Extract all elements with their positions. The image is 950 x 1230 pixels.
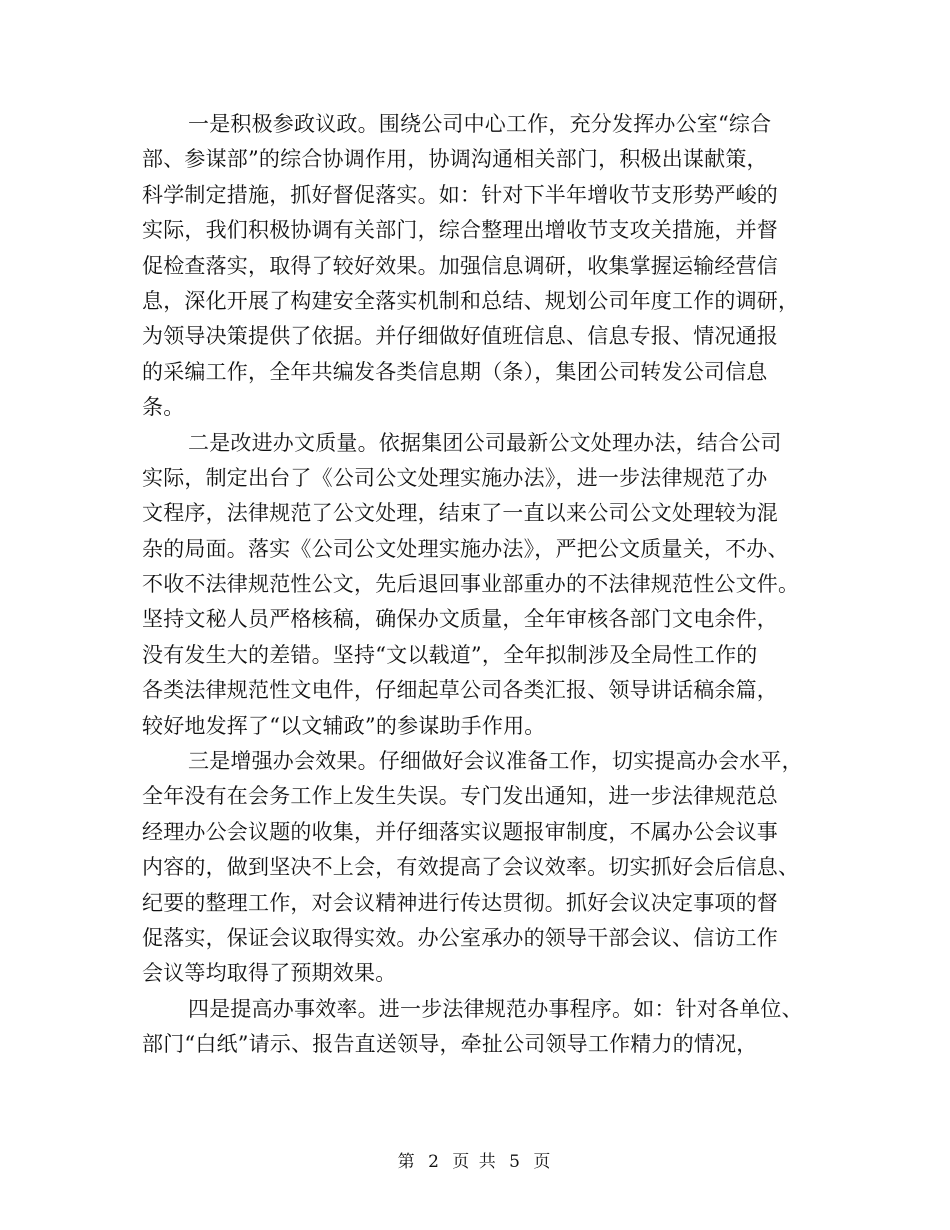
paragraph-line: 较好地发挥了“以文辅政”的参谋助手作用。 [142,713,546,738]
paragraph-line: 促落实，保证会议取得实效。办公室承办的领导干部会议、信访工作 [142,925,778,950]
paragraph-line: 坚持文秘人员严格核稿，确保办文质量，全年审核各部门文电余件， [142,607,778,632]
paragraph-line: 三是增强办会效果。仔细做好会议准备工作，切实提高办会水平， [188,749,803,774]
paragraph-line: 不收不法律规范性公文，先后退回事业部重办的不法律规范性公文件。 [142,572,800,597]
paragraph-line: 二是改进办文质量。依据集团公司最新公文处理办法，结合公司 [188,430,782,455]
paragraph-line: 纪要的整理工作，对会议精神进行传达贯彻。抓好会议决定事项的督 [142,890,778,915]
paragraph-line: 杂的局面。落实《公司公文处理实施办法》，严把公文质量关，不办、 [142,536,789,561]
paragraph-line: 科学制定措施，抓好督促落实。如：针对下半年增收节支形势严峻的 [142,182,778,207]
paragraph-line: 实际，我们积极协调有关部门，综合整理出增收节支攻关措施，并督 [142,218,778,243]
paragraph-line: 的采编工作，全年共编发各类信息期（条），集团公司转发公司信息 [142,359,768,384]
paragraph-line: 一是积极参政议政。围绕公司中心工作，充分发挥办公室“综合 [188,112,772,136]
page-footer [0,1150,950,1174]
paragraph-3 [142,744,807,992]
paragraph-line: 部门“白纸”请示、报告直送领导，牵扯公司领导工作精力的情况， [142,1032,758,1057]
paragraph-line: 会议等均取得了预期效果。 [142,961,397,986]
document-body [142,107,807,1063]
paragraph-line: 经理办公会议题的收集，并仔细落实议题报审制度，不属办公会议事 [142,819,778,844]
paragraph-4 [142,992,807,1063]
page-number: 2 [428,1152,441,1172]
paragraph-line: 四是提高办事效率。进一步法律规范办事程序。如：针对各单位、 [188,996,803,1021]
paragraph-line: 息，深化开展了构建安全落实机制和总结、规划公司年度工作的调研， [142,288,800,313]
paragraph-line: 文程序，法律规范了公文处理，结束了一直以来公司公文处理较为混 [142,501,778,526]
paragraph-1 [142,107,807,426]
paragraph-line: 部、参谋部”的综合协调作用，协调沟通相关部门，积极出谋献策， [142,147,768,172]
footer-middle: 页 共 [452,1152,498,1172]
paragraph-line: 实际，制定出台了《公司公文处理实施办法》，进一步法律规范了办 [142,465,768,490]
footer-suffix: 页 [533,1152,553,1172]
paragraph-line: 条。 [142,395,185,420]
footer-prefix: 第 [397,1152,417,1172]
paragraph-line: 促检查落实，取得了较好效果。加强信息调研，收集掌握运输经营信 [142,253,778,278]
paragraph-line: 内容的，做到坚决不上会，有效提高了会议效率。切实抓好会后信息、 [142,855,800,880]
paragraph-line: 为领导决策提供了依据。并仔细做好值班信息、信息专报、情况通报 [142,324,778,349]
paragraph-line: 全年没有在会务工作上发生失误。专门发出通知，进一步法律规范总 [142,784,778,809]
paragraph-line: 各类法律规范性文电件，仔细起草公司各类汇报、领导讲话稿余篇， [142,678,778,703]
paragraph-2 [142,426,807,745]
total-pages: 5 [509,1152,522,1172]
paragraph-line: 没有发生大的差错。坚持“文以载道”，全年拟制涉及全局性工作的 [142,642,758,667]
